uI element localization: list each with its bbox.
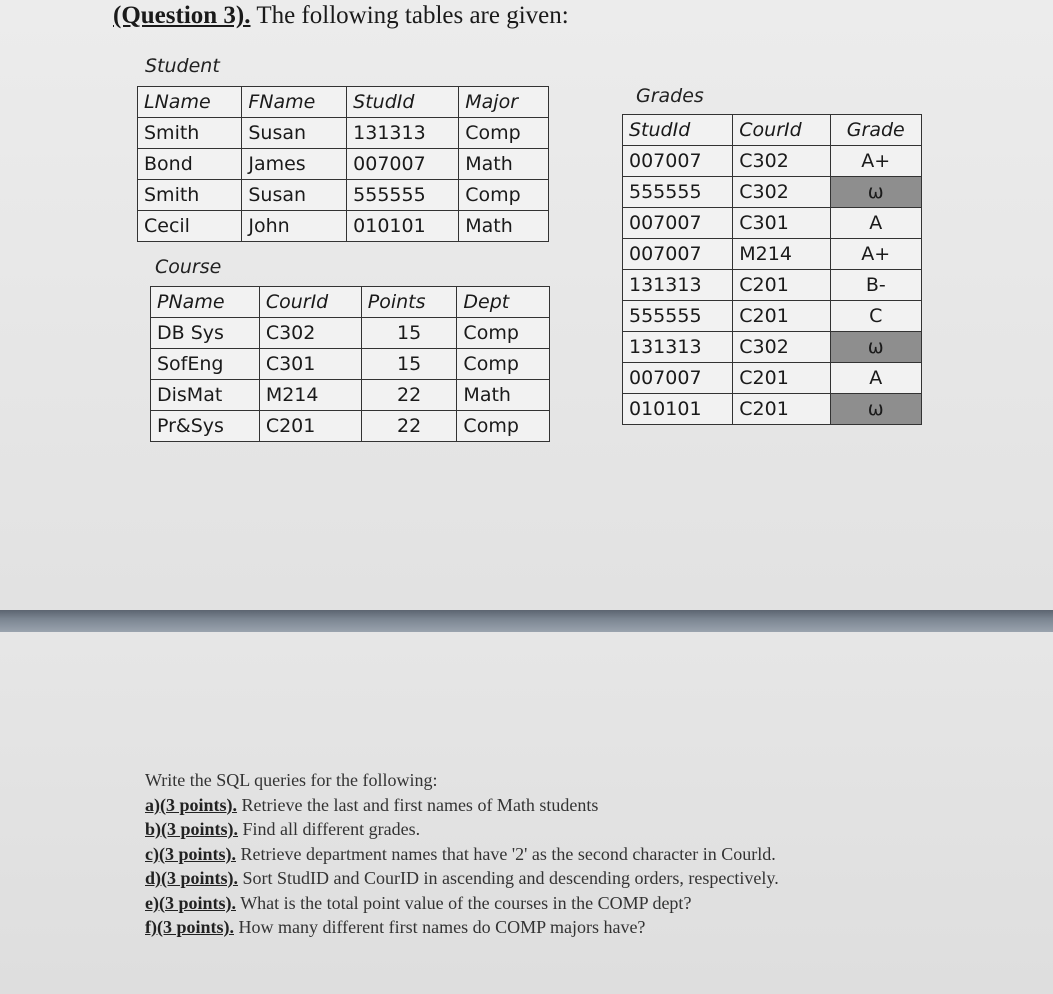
table-cell: 22 (361, 380, 457, 411)
task-item (145, 793, 915, 818)
table-row (623, 208, 922, 239)
task-item (145, 915, 915, 940)
question-title (113, 2, 569, 30)
table-cell: Bond (138, 149, 242, 180)
student-table (137, 86, 549, 242)
table-cell: Smith (138, 180, 242, 211)
table-cell: Comp (459, 118, 549, 149)
table-cell: DisMat (151, 380, 260, 411)
table-row (623, 301, 922, 332)
column-header: Dept (457, 287, 550, 318)
table-cell: ω (830, 332, 921, 363)
column-header: FName (242, 87, 347, 118)
table-cell: C302 (259, 318, 361, 349)
task-label: f)(3 points). (145, 917, 234, 937)
column-header: Major (459, 87, 549, 118)
table-cell: 131313 (347, 118, 459, 149)
table-row (623, 394, 922, 425)
table-cell: 555555 (623, 301, 733, 332)
table-cell: B- (830, 270, 921, 301)
table-cell: C201 (733, 270, 830, 301)
table-cell: A (830, 363, 921, 394)
table-cell: 007007 (623, 239, 733, 270)
table-cell: John (242, 211, 347, 242)
table-cell: Comp (459, 180, 549, 211)
table-row (138, 149, 549, 180)
student-caption: Student (145, 55, 220, 77)
table-row (623, 332, 922, 363)
question-heading: The following tables are given: (256, 2, 569, 29)
table-row (151, 411, 550, 442)
task-item (145, 866, 915, 891)
table-cell: C201 (259, 411, 361, 442)
task-label: b)(3 points). (145, 819, 239, 839)
table-cell: ω (830, 394, 921, 425)
column-header: Grade (830, 115, 921, 146)
sql-task-list (145, 768, 915, 940)
table-cell: Cecil (138, 211, 242, 242)
task-label: e)(3 points). (145, 892, 236, 913)
table-cell: 22 (361, 411, 457, 442)
table-cell: 555555 (623, 177, 733, 208)
table-cell: Smith (138, 118, 242, 149)
table-cell: C201 (733, 301, 830, 332)
table-cell: Math (457, 380, 550, 411)
table-cell: 555555 (347, 180, 459, 211)
course-caption: Course (155, 256, 222, 278)
column-header: PName (151, 287, 260, 318)
table-cell: 131313 (623, 332, 733, 363)
table-cell: SofEng (151, 349, 260, 380)
table-cell: 007007 (623, 208, 733, 239)
table-row (623, 177, 922, 208)
column-header: Points (361, 287, 457, 318)
table-row (623, 270, 922, 301)
grades-table (622, 114, 922, 425)
table-row (151, 349, 550, 380)
column-header: LName (138, 87, 242, 118)
task-text: Retrieve department names that have '2' as the second character in Courld. (240, 843, 776, 864)
table-header-row (623, 115, 922, 146)
table-row (138, 180, 549, 211)
grades-caption: Grades (636, 85, 704, 107)
table-cell: Susan (242, 180, 347, 211)
column-header: StudId (623, 115, 733, 146)
table-cell: Comp (457, 411, 550, 442)
table-cell: C302 (733, 177, 830, 208)
table-cell: ω (830, 177, 921, 208)
table-cell: Pr&Sys (151, 411, 260, 442)
table-cell: Math (459, 211, 549, 242)
table-cell: DB Sys (151, 318, 260, 349)
table-header-row (138, 87, 549, 118)
table-header-row (151, 287, 550, 318)
table-row (151, 318, 550, 349)
table-cell: C302 (733, 146, 830, 177)
table-row (623, 363, 922, 394)
table-cell: Math (459, 149, 549, 180)
table-cell: Comp (457, 349, 550, 380)
table-cell: 007007 (623, 146, 733, 177)
task-label: a)(3 points). (145, 794, 238, 815)
task-text: How many different first names do COMP majors have? (238, 917, 646, 937)
table-cell: 010101 (347, 211, 459, 242)
task-text: Retrieve the last and first names of Math students (241, 794, 599, 815)
table-cell: Comp (457, 318, 550, 349)
table-cell: C302 (733, 332, 830, 363)
table-cell: A+ (830, 239, 921, 270)
table-cell: C301 (259, 349, 361, 380)
column-header: CourId (259, 287, 361, 318)
task-intro: Write the SQL queries for the following: (145, 770, 438, 790)
task-text: Find all different grades. (242, 819, 421, 839)
course-table (150, 286, 550, 442)
task-text: Sort StudID and CourID in ascending and descending orders, respectively. (242, 868, 779, 888)
task-text: What is the total point value of the courses in the COMP dept? (240, 892, 692, 913)
task-item (145, 817, 915, 842)
table-cell: 15 (361, 349, 457, 380)
task-item (145, 891, 915, 916)
task-label: d)(3 points). (145, 868, 239, 888)
table-row (623, 146, 922, 177)
table-cell: M214 (259, 380, 361, 411)
table-row (151, 380, 550, 411)
screen-divider-bar (0, 610, 1053, 632)
table-cell: James (242, 149, 347, 180)
table-cell: 010101 (623, 394, 733, 425)
table-cell: 131313 (623, 270, 733, 301)
table-row (623, 239, 922, 270)
table-cell: M214 (733, 239, 830, 270)
table-cell: 007007 (347, 149, 459, 180)
column-header: CourId (733, 115, 830, 146)
table-cell: A+ (830, 146, 921, 177)
table-cell: 15 (361, 318, 457, 349)
question-number: (Question 3). (113, 2, 251, 29)
table-row (138, 118, 549, 149)
table-cell: A (830, 208, 921, 239)
table-cell: Susan (242, 118, 347, 149)
table-cell: C201 (733, 394, 830, 425)
table-cell: C301 (733, 208, 830, 239)
task-item (145, 842, 915, 867)
table-row (138, 211, 549, 242)
table-cell: C201 (733, 363, 830, 394)
column-header: StudId (347, 87, 459, 118)
table-cell: C (830, 301, 921, 332)
task-label: c)(3 points). (145, 843, 236, 864)
table-cell: 007007 (623, 363, 733, 394)
